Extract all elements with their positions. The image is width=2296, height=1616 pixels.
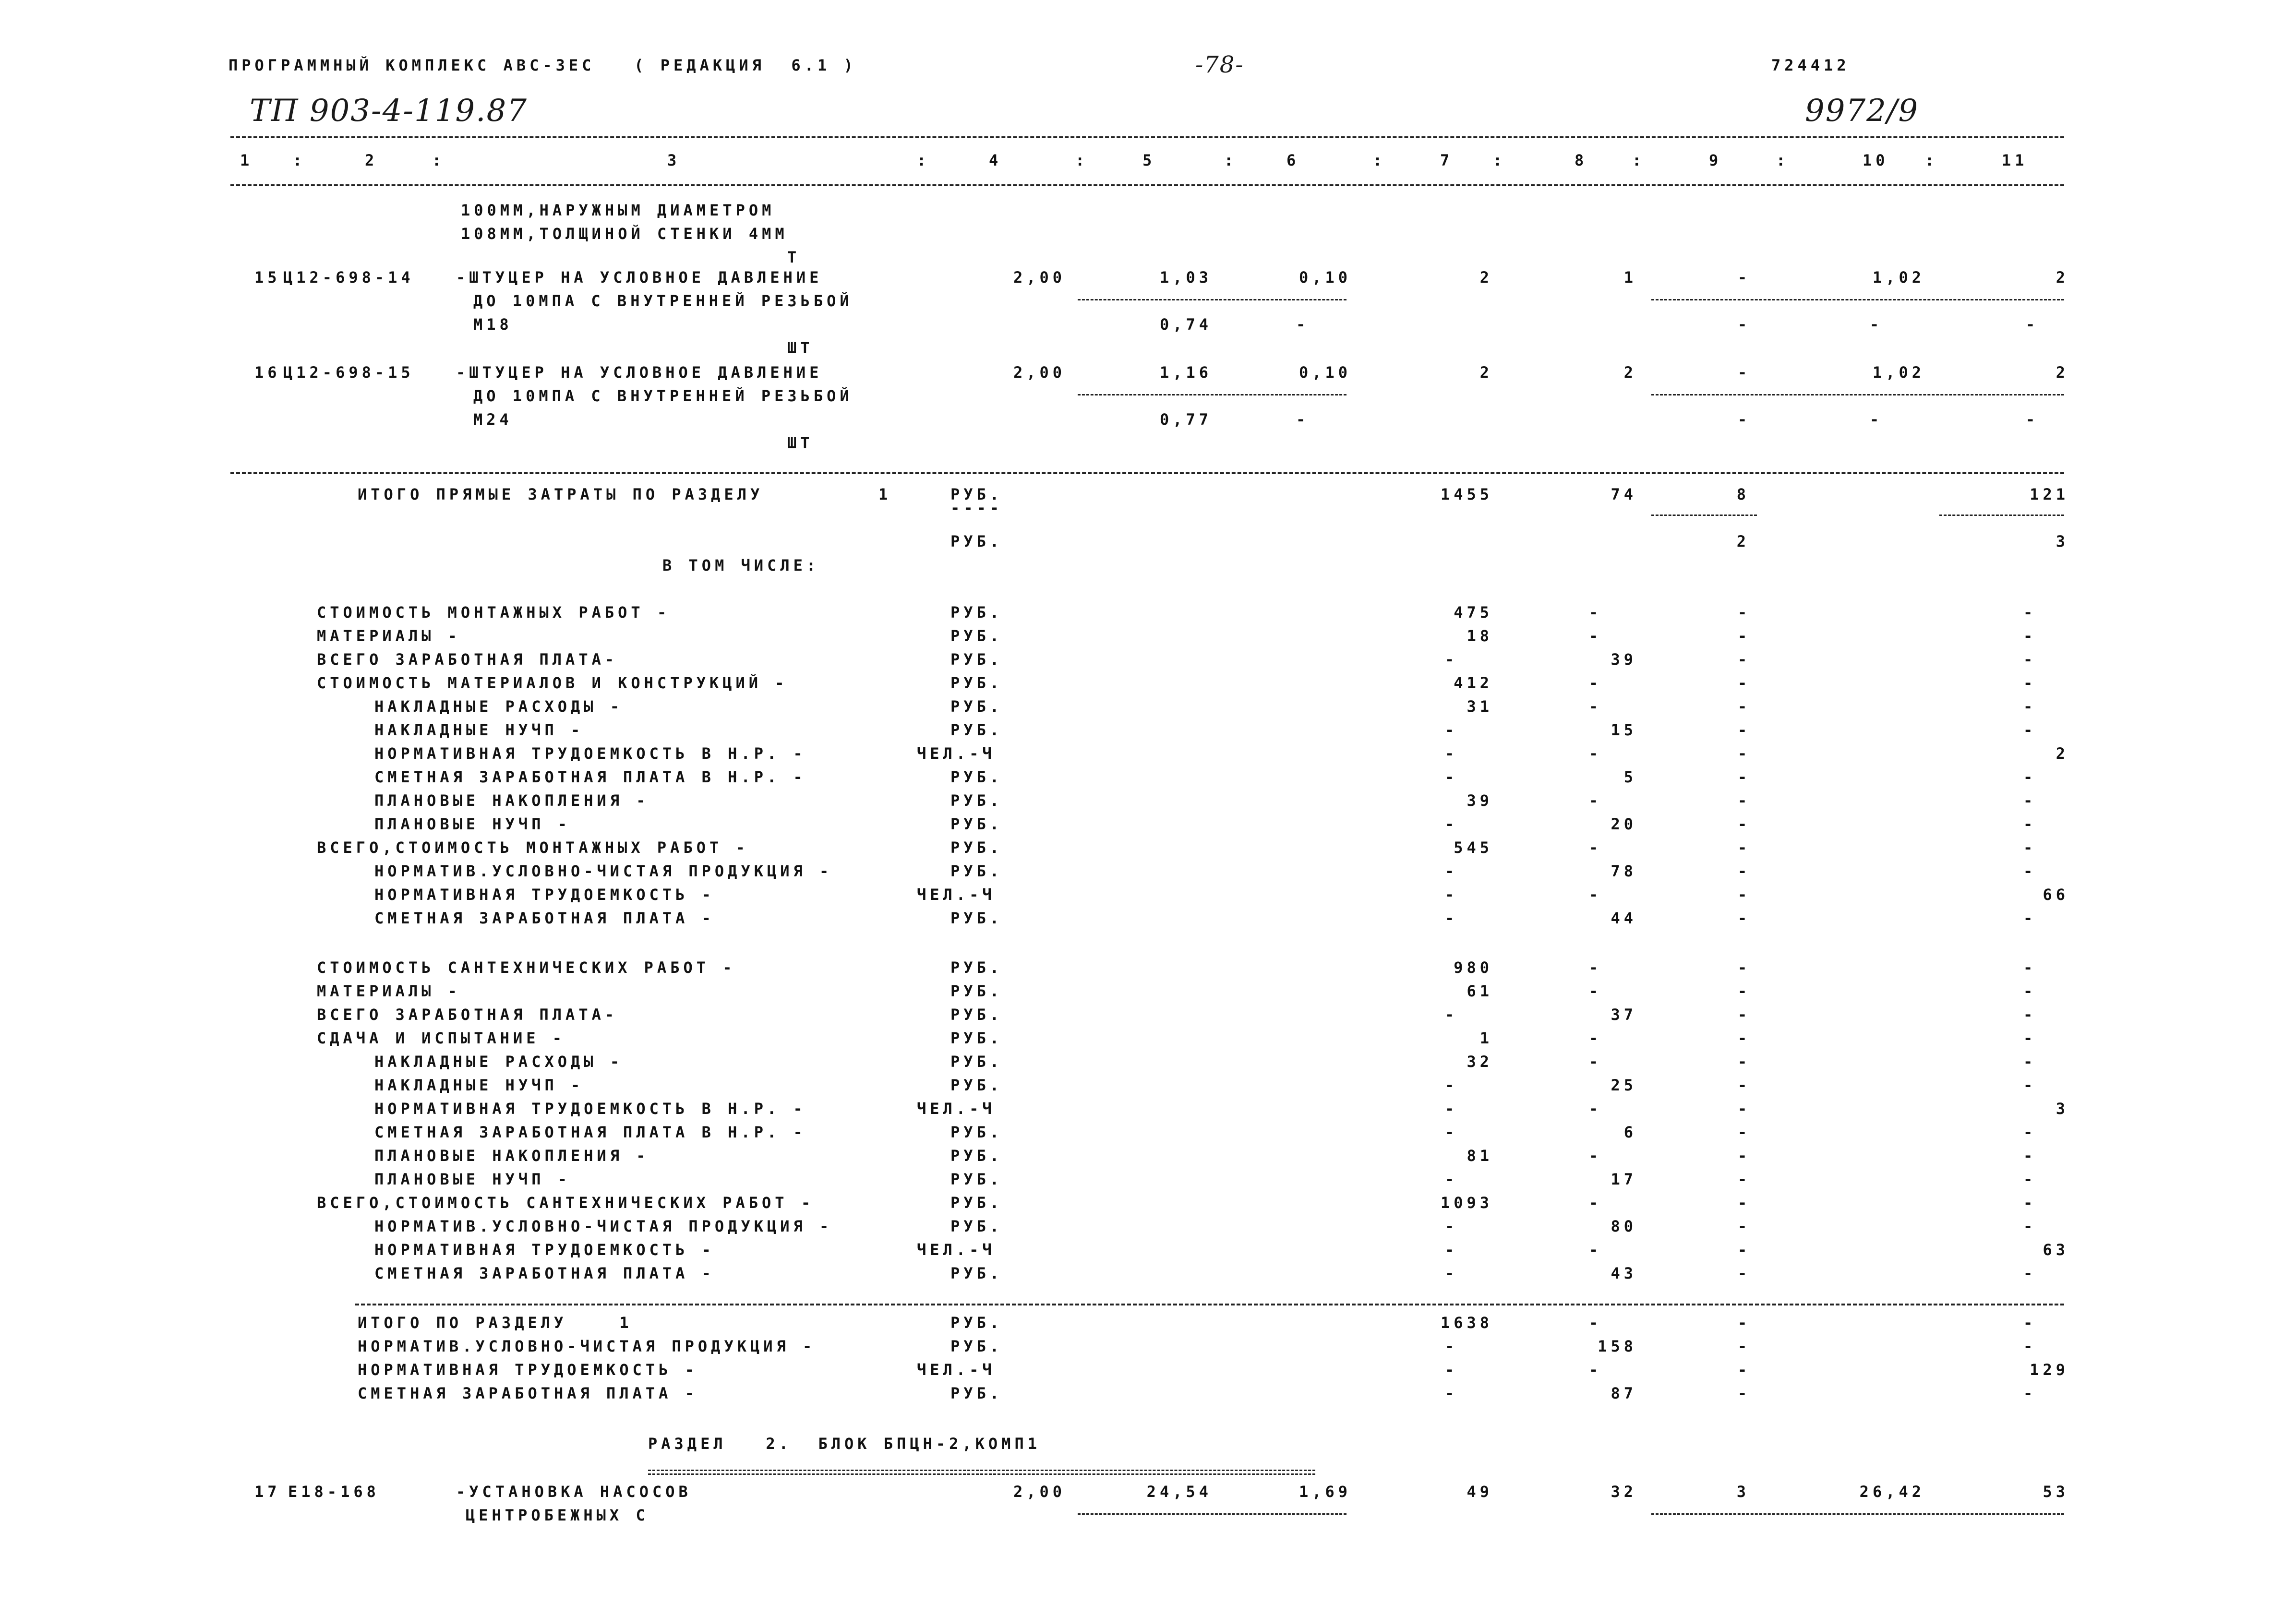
breakdown-col11: 2	[2056, 744, 2069, 763]
cell-col7: 49	[1467, 1483, 1493, 1501]
breakdown-unit: РУБ.	[950, 603, 1003, 622]
breakdown-unit: РУБ.	[950, 815, 1003, 833]
total-col11: 121	[2030, 485, 2069, 503]
total-col9-lower: 2	[1736, 532, 1750, 551]
section-total-col7: -	[1445, 1384, 1458, 1402]
breakdown-col11: 3	[2056, 1100, 2069, 1118]
item-code: Ц12-698-14	[283, 268, 414, 287]
breakdown-label: НОРМАТИВНАЯ ТРУДОЕМКОСТЬ В Н.Р. -	[374, 744, 806, 763]
breakdown-col8: -	[1589, 697, 1602, 716]
column-separator: :	[1776, 151, 1790, 169]
total-rule-col9	[1651, 515, 1757, 516]
breakdown-col8: -	[1589, 886, 1602, 904]
breakdown-col7: -	[1445, 1241, 1458, 1259]
breakdown-unit: РУБ.	[950, 650, 1003, 669]
item-description-line: М18	[473, 315, 513, 334]
breakdown-col11: -	[2023, 1147, 2037, 1165]
breakdown-col7: -	[1445, 1076, 1458, 1094]
item-description-line: -ШТУЦЕР НА УСЛОВНОЕ ДАВЛЕНИЕ	[456, 268, 823, 287]
document-code: 724412	[1771, 56, 1850, 74]
breakdown-col9: -	[1738, 1006, 1751, 1024]
breakdown-col11: -	[2023, 982, 2037, 1000]
breakdown-col11: -	[2023, 627, 2037, 645]
section-total-col8: -	[1589, 1361, 1602, 1379]
breakdown-col8: 6	[1623, 1123, 1637, 1141]
breakdown-col8: -	[1589, 1053, 1602, 1071]
breakdown-unit: РУБ.	[950, 1147, 1003, 1165]
column-separator: :	[917, 151, 930, 169]
section-total-unit: РУБ.	[950, 1314, 1003, 1332]
breakdown-col11: -	[2023, 958, 2037, 977]
section-total-col8: -	[1589, 1314, 1602, 1332]
page-number: -78-	[1195, 51, 1244, 78]
separator-before-section-total	[355, 1304, 2064, 1305]
breakdown-unit: РУБ.	[950, 627, 1003, 645]
cell-col6-lower: -	[1296, 410, 1310, 429]
breakdown-label: МАТЕРИАЛЫ -	[317, 627, 461, 645]
cell-col10-lower: -	[1870, 315, 1883, 334]
breakdown-unit: ЧЕЛ.-Ч	[917, 886, 996, 904]
header-rule-top	[230, 136, 2064, 138]
breakdown-col9: -	[1738, 674, 1751, 692]
breakdown-col9: -	[1738, 815, 1751, 833]
breakdown-col7: 980	[1454, 958, 1493, 977]
breakdown-col7: -	[1445, 1264, 1458, 1282]
column-number: 4	[989, 151, 1002, 169]
breakdown-col7: 412	[1454, 674, 1493, 692]
breakdown-col11: -	[2023, 791, 2037, 810]
breakdown-col11: -	[2023, 674, 2037, 692]
breakdown-col11: 66	[2043, 886, 2069, 904]
item-unit: ШТ	[787, 339, 814, 357]
column-number: 2	[365, 151, 378, 169]
total-direct-section: 1	[878, 485, 892, 503]
breakdown-col7: 18	[1467, 627, 1493, 645]
breakdown-unit: РУБ.	[950, 1217, 1003, 1235]
breakdown-col9: -	[1738, 862, 1751, 880]
breakdown-col7: 545	[1454, 838, 1493, 857]
column-number: 3	[667, 151, 681, 169]
section-total-col9: -	[1738, 1384, 1751, 1402]
column-separator: :	[1493, 151, 1506, 169]
item-description-line: ДО 10МПА С ВНУТРЕННЕЙ РЕЗЬБОЙ	[473, 387, 853, 405]
cell-col11: 53	[2043, 1483, 2069, 1501]
column-separator: :	[293, 151, 306, 169]
breakdown-col8: 5	[1623, 768, 1637, 786]
column-number: 7	[1440, 151, 1454, 169]
breakdown-col7: -	[1445, 1006, 1458, 1024]
cell-col11: 2	[2056, 363, 2069, 382]
cell-col5-lower: 0,74	[1159, 315, 1212, 334]
cell-col9: -	[1738, 268, 1751, 287]
breakdown-col7: -	[1445, 768, 1458, 786]
column-separator: :	[1224, 151, 1238, 169]
breakdown-unit: РУБ.	[950, 958, 1003, 977]
breakdown-label: НОРМАТИВ.УСЛОВНО-ЧИСТАЯ ПРОДУКЦИЯ -	[374, 862, 833, 880]
breakdown-col7: 31	[1467, 697, 1493, 716]
total-direct-unit: РУБ.	[950, 485, 1003, 503]
breakdown-col9: -	[1738, 1123, 1751, 1141]
total-direct-unit-underline: ----	[950, 499, 1003, 517]
breakdown-unit: ЧЕЛ.-Ч	[917, 744, 996, 763]
column-number: 8	[1575, 151, 1588, 169]
item-description-line: Т	[787, 248, 801, 266]
column-separator: :	[1075, 151, 1089, 169]
breakdown-col9: -	[1738, 838, 1751, 857]
item-number: 16	[254, 363, 281, 382]
cell-col10-lower: -	[1870, 410, 1883, 429]
breakdown-label: ПЛАНОВЫЕ НУЧП -	[374, 1170, 571, 1188]
breakdown-col9: -	[1738, 1217, 1751, 1235]
breakdown-col7: 39	[1467, 791, 1493, 810]
breakdown-unit: РУБ.	[950, 791, 1003, 810]
breakdown-col9: -	[1738, 721, 1751, 739]
cell-quantity: 2,00	[1013, 363, 1066, 382]
breakdown-col8: -	[1589, 1147, 1602, 1165]
breakdown-col7: -	[1445, 909, 1458, 927]
breakdown-label: НАКЛАДНЫЕ НУЧП -	[374, 721, 584, 739]
breakdown-col11: -	[2023, 650, 2037, 669]
breakdown-label: НОРМАТИВНАЯ ТРУДОЕМКОСТЬ -	[374, 886, 715, 904]
breakdown-col8: 39	[1611, 650, 1637, 669]
breakdown-label: СТОИМОСТЬ МОНТАЖНЫХ РАБОТ -	[317, 603, 671, 622]
cell-col8: 2	[1623, 363, 1637, 382]
breakdown-unit: РУБ.	[950, 909, 1003, 927]
breakdown-col9: -	[1738, 791, 1751, 810]
breakdown-col9: -	[1738, 1100, 1751, 1118]
item-rule-col9-11	[1651, 394, 2064, 395]
section-total-col9: -	[1738, 1361, 1751, 1379]
breakdown-col8: -	[1589, 958, 1602, 977]
breakdown-col8: 78	[1611, 862, 1637, 880]
breakdown-col8: 80	[1611, 1217, 1637, 1235]
item-rule-col5-6	[1078, 299, 1346, 300]
section-total-unit: РУБ.	[950, 1337, 1003, 1355]
breakdown-col11: -	[2023, 1076, 2037, 1094]
header-rule-bottom	[230, 184, 2064, 186]
breakdown-unit: РУБ.	[950, 862, 1003, 880]
breakdown-col8: 20	[1611, 815, 1637, 833]
breakdown-col11: -	[2023, 697, 2037, 716]
breakdown-unit: РУБ.	[950, 1123, 1003, 1141]
breakdown-label: ВСЕГО ЗАРАБОТНАЯ ПЛАТА-	[317, 1006, 618, 1024]
column-number: 6	[1286, 151, 1300, 169]
breakdown-label: ПЛАНОВЫЕ НУЧП -	[374, 815, 571, 833]
breakdown-unit: РУБ.	[950, 838, 1003, 857]
cell-col10: 1,02	[1872, 268, 1925, 287]
breakdown-col9: -	[1738, 1029, 1751, 1047]
breakdown-col8: 25	[1611, 1076, 1637, 1094]
cell-col5: 24,54	[1146, 1483, 1212, 1501]
breakdown-col9: -	[1738, 697, 1751, 716]
breakdown-unit: РУБ.	[950, 674, 1003, 692]
section-total-label: НОРМАТИВНАЯ ТРУДОЕМКОСТЬ -	[358, 1361, 698, 1379]
breakdown-col8: 15	[1611, 721, 1637, 739]
cell-quantity: 2,00	[1013, 268, 1066, 287]
column-separator: :	[1373, 151, 1386, 169]
breakdown-col7: 1093	[1440, 1194, 1493, 1212]
total-direct-unit-2: РУБ.	[950, 532, 1003, 551]
breakdown-col8: 17	[1611, 1170, 1637, 1188]
section-total-col11: 129	[2030, 1361, 2069, 1379]
breakdown-col7: -	[1445, 650, 1458, 669]
breakdown-col9: -	[1738, 1170, 1751, 1188]
breakdown-col8: -	[1589, 1029, 1602, 1047]
column-separator: :	[1632, 151, 1646, 169]
column-number: 10	[1863, 151, 1889, 169]
breakdown-col8: -	[1589, 982, 1602, 1000]
cell-col8: 1	[1623, 268, 1637, 287]
cell-col11: 2	[2056, 268, 2069, 287]
breakdown-label: НАКЛАДНЫЕ НУЧП -	[374, 1076, 584, 1094]
cell-col8: 32	[1611, 1483, 1637, 1501]
breakdown-unit: ЧЕЛ.-Ч	[917, 1241, 996, 1259]
project-code: ТП 903-4-119.87	[250, 93, 528, 129]
breakdown-unit: РУБ.	[950, 1170, 1003, 1188]
cell-col6-lower: -	[1296, 315, 1310, 334]
section-total-col7: -	[1445, 1337, 1458, 1355]
breakdown-label: ВСЕГО,СТОИМОСТЬ САНТЕХНИЧЕСКИХ РАБОТ -	[317, 1194, 815, 1212]
breakdown-label: НОРМАТИВ.УСЛОВНО-ЧИСТАЯ ПРОДУКЦИЯ -	[374, 1217, 833, 1235]
item-unit: ШТ	[787, 434, 814, 452]
item-rule-col9-11	[1651, 299, 2064, 300]
breakdown-col8: -	[1589, 744, 1602, 763]
item-description-line: 108ММ,ТОЛЩИНОЙ СТЕНКИ 4ММ	[461, 225, 788, 243]
including-label: В ТОМ ЧИСЛЕ:	[662, 556, 820, 575]
breakdown-col11: -	[2023, 603, 2037, 622]
breakdown-label: НОРМАТИВНАЯ ТРУДОЕМКОСТЬ -	[374, 1241, 715, 1259]
breakdown-col9: -	[1738, 1264, 1751, 1282]
breakdown-col11: -	[2023, 1006, 2037, 1024]
section-total-col9: -	[1738, 1337, 1751, 1355]
cell-quantity: 2,00	[1013, 1483, 1066, 1501]
breakdown-col11: -	[2023, 1170, 2037, 1188]
breakdown-col9: -	[1738, 744, 1751, 763]
breakdown-col7: -	[1445, 1100, 1458, 1118]
item-description-line: 100ММ,НАРУЖНЫМ ДИАМЕТРОМ	[461, 201, 775, 219]
breakdown-col8: 43	[1611, 1264, 1637, 1282]
total-col11-lower: 3	[2056, 532, 2069, 551]
breakdown-label: СТОИМОСТЬ МАТЕРИАЛОВ И КОНСТРУКЦИЙ -	[317, 674, 788, 692]
breakdown-unit: РУБ.	[950, 1194, 1003, 1212]
cell-col9-lower: -	[1738, 315, 1751, 334]
total-col7: 1455	[1440, 485, 1493, 503]
breakdown-label: НОРМАТИВНАЯ ТРУДОЕМКОСТЬ В Н.Р. -	[374, 1100, 806, 1118]
breakdown-col11: -	[2023, 768, 2037, 786]
section2-title-underline	[648, 1470, 1315, 1471]
breakdown-col11: 63	[2043, 1241, 2069, 1259]
breakdown-col11: -	[2023, 1029, 2037, 1047]
breakdown-col8: -	[1589, 1241, 1602, 1259]
breakdown-label: СТОИМОСТЬ САНТЕХНИЧЕСКИХ РАБОТ -	[317, 958, 736, 977]
breakdown-label: ПЛАНОВЫЕ НАКОПЛЕНИЯ -	[374, 791, 649, 810]
column-number: 1	[240, 151, 253, 169]
total-direct-label: ИТОГО ПРЯМЫЕ ЗАТРАТЫ ПО РАЗДЕЛУ	[358, 485, 764, 503]
breakdown-label: ВСЕГО ЗАРАБОТНАЯ ПЛАТА-	[317, 650, 618, 669]
cell-col10: 26,42	[1859, 1483, 1925, 1501]
breakdown-label: НАКЛАДНЫЕ РАСХОДЫ -	[374, 1053, 624, 1071]
breakdown-label: ПЛАНОВЫЕ НАКОПЛЕНИЯ -	[374, 1147, 649, 1165]
section-total-col8: 158	[1598, 1337, 1637, 1355]
cell-col11-lower: -	[2026, 315, 2039, 334]
section-total-unit: РУБ.	[950, 1384, 1003, 1402]
breakdown-col8: -	[1589, 627, 1602, 645]
cell-col9: 3	[1736, 1483, 1750, 1501]
breakdown-col11: -	[2023, 1053, 2037, 1071]
section-total-unit: ЧЕЛ.-Ч	[917, 1361, 996, 1379]
breakdown-unit: РУБ.	[950, 768, 1003, 786]
breakdown-col9: -	[1738, 650, 1751, 669]
column-number: 5	[1142, 151, 1156, 169]
breakdown-col11: -	[2023, 909, 2037, 927]
cell-col9: -	[1738, 363, 1751, 382]
cell-col6: 0,10	[1298, 363, 1351, 382]
breakdown-col9: -	[1738, 982, 1751, 1000]
total-col9: 8	[1736, 485, 1750, 503]
item-description-line: -ШТУЦЕР НА УСЛОВНОЕ ДАВЛЕНИЕ	[456, 363, 823, 382]
section-total-col8: 87	[1611, 1384, 1637, 1402]
cell-col5-lower: 0,77	[1159, 410, 1212, 429]
breakdown-col8: -	[1589, 791, 1602, 810]
breakdown-label: ВСЕГО,СТОИМОСТЬ МОНТАЖНЫХ РАБОТ -	[317, 838, 749, 857]
breakdown-col9: -	[1738, 603, 1751, 622]
section2-title-underline-2	[648, 1473, 1315, 1475]
breakdown-col7: 475	[1454, 603, 1493, 622]
breakdown-col7: -	[1445, 1217, 1458, 1235]
breakdown-unit: РУБ.	[950, 982, 1003, 1000]
breakdown-col7: -	[1445, 1123, 1458, 1141]
section-total-col11: -	[2023, 1384, 2037, 1402]
cell-col6: 0,10	[1298, 268, 1351, 287]
item-description-line: ЦЕНТРОБЕЖНЫХ С	[466, 1506, 649, 1524]
breakdown-col9: -	[1738, 886, 1751, 904]
breakdown-col8: -	[1589, 838, 1602, 857]
breakdown-col8: -	[1589, 1100, 1602, 1118]
column-number: 9	[1709, 151, 1722, 169]
cell-col11-lower: -	[2026, 410, 2039, 429]
item17-rule-col5-6	[1078, 1513, 1346, 1515]
breakdown-col7: 61	[1467, 982, 1493, 1000]
item-description-line: -УСТАНОВКА НАСОСОВ	[456, 1483, 692, 1501]
breakdown-unit: РУБ.	[950, 1006, 1003, 1024]
breakdown-col7: -	[1445, 744, 1458, 763]
breakdown-col11: -	[2023, 721, 2037, 739]
item-description-line: ДО 10МПА С ВНУТРЕННЕЙ РЕЗЬБОЙ	[473, 292, 853, 310]
section-total-label: ИТОГО ПО РАЗДЕЛУ 1	[358, 1314, 633, 1332]
section-total-col7: 1638	[1440, 1314, 1493, 1332]
column-number: 11	[2002, 151, 2028, 169]
item-description-line: М24	[473, 410, 513, 429]
breakdown-unit: РУБ.	[950, 1029, 1003, 1047]
breakdown-col11: -	[2023, 862, 2037, 880]
cell-col5: 1,03	[1159, 268, 1212, 287]
breakdown-col9: -	[1738, 1076, 1751, 1094]
breakdown-col7: 32	[1467, 1053, 1493, 1071]
breakdown-col8: 37	[1611, 1006, 1637, 1024]
total-rule-col11	[1939, 515, 2064, 516]
item-number: 15	[254, 268, 281, 287]
breakdown-col11: -	[2023, 1194, 2037, 1212]
section2-title: РАЗДЕЛ 2. БЛОК БПЦН-2,КОМП1	[648, 1435, 1041, 1453]
breakdown-label: СМЕТНАЯ ЗАРАБОТНАЯ ПЛАТА -	[374, 909, 715, 927]
breakdown-col7: -	[1445, 815, 1458, 833]
breakdown-col7: 81	[1467, 1147, 1493, 1165]
breakdown-col11: -	[2023, 1264, 2037, 1282]
cell-col6: 1,69	[1298, 1483, 1351, 1501]
item-rule-col5-6	[1078, 394, 1346, 395]
breakdown-label: НАКЛАДНЫЕ РАСХОДЫ -	[374, 697, 624, 716]
column-separator: :	[432, 151, 445, 169]
section-total-col9: -	[1738, 1314, 1751, 1332]
breakdown-col9: -	[1738, 1194, 1751, 1212]
breakdown-col9: -	[1738, 627, 1751, 645]
cell-col7: 2	[1479, 268, 1493, 287]
breakdown-col8: -	[1589, 674, 1602, 692]
item-code: Е18-168	[288, 1483, 380, 1501]
breakdown-label: СМЕТНАЯ ЗАРАБОТНАЯ ПЛАТА -	[374, 1264, 715, 1282]
breakdown-label: МАТЕРИАЛЫ -	[317, 982, 461, 1000]
breakdown-col9: -	[1738, 958, 1751, 977]
section-total-col11: -	[2023, 1337, 2037, 1355]
breakdown-col8: -	[1589, 1194, 1602, 1212]
section-total-col11: -	[2023, 1314, 2037, 1332]
section-total-col7: -	[1445, 1361, 1458, 1379]
breakdown-col7: -	[1445, 1170, 1458, 1188]
breakdown-col9: -	[1738, 1147, 1751, 1165]
breakdown-unit: РУБ.	[950, 1076, 1003, 1094]
breakdown-col9: -	[1738, 909, 1751, 927]
breakdown-col11: -	[2023, 838, 2037, 857]
breakdown-col7: -	[1445, 721, 1458, 739]
sheet-code: 9972/9	[1805, 93, 1919, 129]
item-code: Ц12-698-15	[283, 363, 414, 382]
breakdown-unit: РУБ.	[950, 1053, 1003, 1071]
cell-col9-lower: -	[1738, 410, 1751, 429]
breakdown-col7: -	[1445, 862, 1458, 880]
breakdown-col8: -	[1589, 603, 1602, 622]
breakdown-col9: -	[1738, 1241, 1751, 1259]
item-number: 17	[254, 1483, 281, 1501]
section-total-label: СМЕТНАЯ ЗАРАБОТНАЯ ПЛАТА -	[358, 1384, 698, 1402]
breakdown-label: СМЕТНАЯ ЗАРАБОТНАЯ ПЛАТА В Н.Р. -	[374, 768, 806, 786]
separator-before-total	[230, 472, 2064, 474]
column-separator: :	[1925, 151, 1938, 169]
breakdown-label: СМЕТНАЯ ЗАРАБОТНАЯ ПЛАТА В Н.Р. -	[374, 1123, 806, 1141]
cell-col5: 1,16	[1159, 363, 1212, 382]
cell-col10: 1,02	[1872, 363, 1925, 382]
breakdown-unit: РУБ.	[950, 1264, 1003, 1282]
breakdown-col9: -	[1738, 1053, 1751, 1071]
section-total-label: НОРМАТИВ.УСЛОВНО-ЧИСТАЯ ПРОДУКЦИЯ -	[358, 1337, 816, 1355]
breakdown-col9: -	[1738, 768, 1751, 786]
breakdown-col11: -	[2023, 1217, 2037, 1235]
item17-rule-col9-11	[1651, 1513, 2064, 1515]
breakdown-col7: 1	[1479, 1029, 1493, 1047]
breakdown-col11: -	[2023, 1123, 2037, 1141]
total-col8: 74	[1611, 485, 1637, 503]
breakdown-label: СДАЧА И ИСПЫТАНИЕ -	[317, 1029, 566, 1047]
breakdown-unit: РУБ.	[950, 721, 1003, 739]
breakdown-unit: ЧЕЛ.-Ч	[917, 1100, 996, 1118]
breakdown-col8: 44	[1611, 909, 1637, 927]
breakdown-col11: -	[2023, 815, 2037, 833]
program-title: ПРОГРАММНЫЙ КОМПЛЕКС АВС-3ЕС ( РЕДАКЦИЯ 6.1 )	[228, 56, 857, 74]
breakdown-unit: РУБ.	[950, 697, 1003, 716]
cell-col7: 2	[1479, 363, 1493, 382]
breakdown-col7: -	[1445, 886, 1458, 904]
